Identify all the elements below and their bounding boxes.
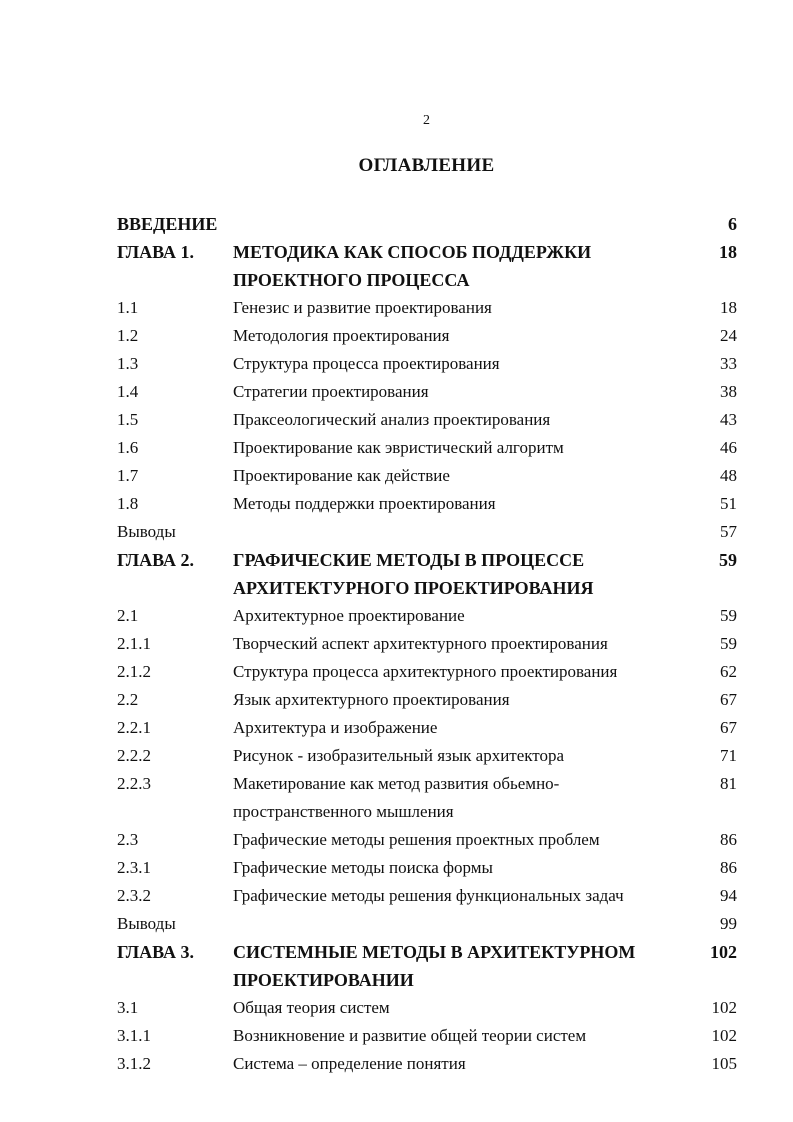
toc-entry-number: 2.3.1 (117, 858, 151, 877)
toc-entry-title: Рисунок - изобразительный язык архитектора (233, 746, 565, 765)
toc-entry (117, 322, 737, 350)
toc-entry-title: Методы поддержки проектирования (233, 494, 496, 513)
toc-entry-number: ГЛАВА 1. (117, 242, 195, 262)
toc-entry-page: 43 (720, 410, 737, 429)
toc-entry-page: 51 (720, 494, 737, 513)
toc-entry (117, 518, 737, 546)
toc-entry-number: 1.7 (117, 466, 139, 485)
toc-entry-number: 1.6 (117, 438, 139, 457)
toc-entry-title: Возникновение и развитие общей теории систем (233, 1026, 587, 1045)
toc-entry (117, 714, 737, 742)
toc-entry-page: 105 (711, 1054, 737, 1073)
toc-entry-title: Проектирование как действие (233, 466, 450, 485)
toc-entry-page: 57 (720, 522, 737, 541)
toc-entry-page: 59 (720, 606, 737, 625)
toc-entry-number: 3.1 (117, 998, 139, 1017)
toc-entry (117, 294, 737, 322)
toc-entry-page: 18 (719, 242, 737, 262)
toc-entry-number: 2.2.1 (117, 718, 151, 737)
toc-entry-number: Выводы (117, 914, 176, 933)
toc-entry-number: 1.8 (117, 494, 139, 513)
toc-entry-number: 2.1 (117, 606, 139, 625)
toc-entry-title: Проектирование как эвристический алгоритм (233, 438, 564, 457)
toc-entry (117, 210, 737, 238)
toc-entry (117, 994, 737, 1022)
toc-entry-page: 102 (710, 942, 737, 962)
toc-entry-page: 71 (720, 746, 737, 765)
toc-entry-page: 46 (720, 438, 737, 457)
toc-entry-page: 67 (720, 718, 737, 737)
toc-entry-number: 1.3 (117, 354, 139, 373)
toc-entry-number: 2.3.2 (117, 886, 151, 905)
toc-entry-page: 6 (728, 214, 737, 234)
toc-entry-title: Архитектурное проектирование (233, 606, 465, 625)
toc-entry-title: Генезис и развитие проектирования (233, 298, 492, 317)
toc-entry-number: 2.1.1 (117, 634, 151, 653)
toc-entry (117, 658, 737, 686)
toc-entry-title: Структура процесса архитектурного проектирования (233, 662, 618, 681)
toc-entry-page: 59 (719, 550, 737, 570)
toc-entry-number: 2.2 (117, 690, 139, 709)
toc-entry-title: Система – определение понятия (233, 1054, 466, 1073)
toc-entry (117, 882, 737, 910)
toc-entry (117, 686, 737, 714)
toc-entry-page: 24 (720, 326, 737, 345)
toc-entry (117, 546, 737, 602)
toc-entry (117, 742, 737, 770)
toc-entry-number: 1.4 (117, 382, 139, 401)
page-number: 2 (423, 113, 430, 128)
toc-entry-title: СИСТЕМНЫЕ МЕТОДЫ В АРХИТЕКТУРНОМ ПРОЕКТИРОВАНИИ (233, 942, 636, 990)
toc-entry-number: 2.1.2 (117, 662, 151, 681)
toc-entry-number: 1.2 (117, 326, 139, 345)
toc-entry (117, 1050, 737, 1078)
toc-entry-number: 3.1.2 (117, 1054, 151, 1073)
toc-entry-page: 67 (720, 690, 737, 709)
toc-entry-page: 86 (720, 858, 737, 877)
toc-entry-number: 3.1.1 (117, 1026, 151, 1045)
toc-entry-title: Творческий аспект архитектурного проектирования (233, 634, 608, 653)
toc-entry (117, 770, 737, 826)
toc-entry-title: Методология проектирования (233, 326, 450, 345)
toc-entry-title: Макетирование как метод развития обьемно-пространственного мышления (233, 774, 560, 821)
toc-entry-title: Графические методы решения функциональных задач (233, 886, 624, 905)
toc-entry (117, 826, 737, 854)
toc-entry-title: Структура процесса проектирования (233, 354, 500, 373)
toc-entry-page: 18 (720, 298, 737, 317)
toc-entry-title: МЕТОДИКА КАК СПОСОБ ПОДДЕРЖКИ ПРОЕКТНОГО ПРОЦЕССА (233, 242, 592, 290)
toc-entry-title: ГРАФИЧЕСКИЕ МЕТОДЫ В ПРОЦЕССЕ АРХИТЕКТУРНОГО ПРОЕКТИРОВАНИЯ (233, 550, 594, 598)
toc-entry-page: 38 (720, 382, 737, 401)
toc-entry-title: Графические методы решения проектных проблем (233, 830, 600, 849)
toc-entry-page: 86 (720, 830, 737, 849)
toc-entry-number: ВВЕДЕНИЕ (117, 214, 218, 234)
toc-entry-page: 33 (720, 354, 737, 373)
toc-entry-number: ГЛАВА 3. (117, 942, 195, 962)
toc-entry-page: 81 (720, 774, 737, 793)
toc-entry (117, 602, 737, 630)
toc-entry (117, 630, 737, 658)
toc-entry (117, 378, 737, 406)
toc-entry-title: Архитектура и изображение (233, 718, 438, 737)
table-of-contents (117, 210, 737, 1078)
toc-entry-page: 62 (720, 662, 737, 681)
toc-entry-number: 1.1 (117, 298, 139, 317)
toc-entry-page: 102 (711, 998, 737, 1017)
toc-entry (117, 238, 737, 294)
toc-entry-title: Стратегии проектирования (233, 382, 429, 401)
toc-entry (117, 854, 737, 882)
toc-heading: ОГЛАВЛЕНИЕ (358, 155, 495, 176)
toc-entry (117, 434, 737, 462)
toc-entry (117, 406, 737, 434)
toc-entry (117, 490, 737, 518)
toc-entry-page: 102 (711, 1026, 737, 1045)
toc-entry-page: 99 (720, 914, 737, 933)
toc-entry-title: Праксеологический анализ проектирования (233, 410, 551, 429)
toc-entry-number: 2.2.3 (117, 774, 151, 793)
toc-entry-number: Выводы (117, 522, 176, 541)
toc-entry-number: 2.2.2 (117, 746, 151, 765)
toc-entry-page: 94 (720, 886, 737, 905)
toc-entry (117, 462, 737, 490)
toc-entry-number: ГЛАВА 2. (117, 550, 195, 570)
toc-entry-number: 1.5 (117, 410, 139, 429)
toc-entry (117, 938, 737, 994)
toc-entry-number: 2.3 (117, 830, 139, 849)
toc-entry-title: Графические методы поиска формы (233, 858, 493, 877)
toc-entry (117, 1022, 737, 1050)
toc-entry-title: Общая теория систем (233, 998, 390, 1017)
toc-entry-page: 48 (720, 466, 737, 485)
toc-entry (117, 350, 737, 378)
toc-entry-title: Язык архитектурного проектирования (233, 690, 510, 709)
toc-entry (117, 910, 737, 938)
toc-entry-page: 59 (720, 634, 737, 653)
